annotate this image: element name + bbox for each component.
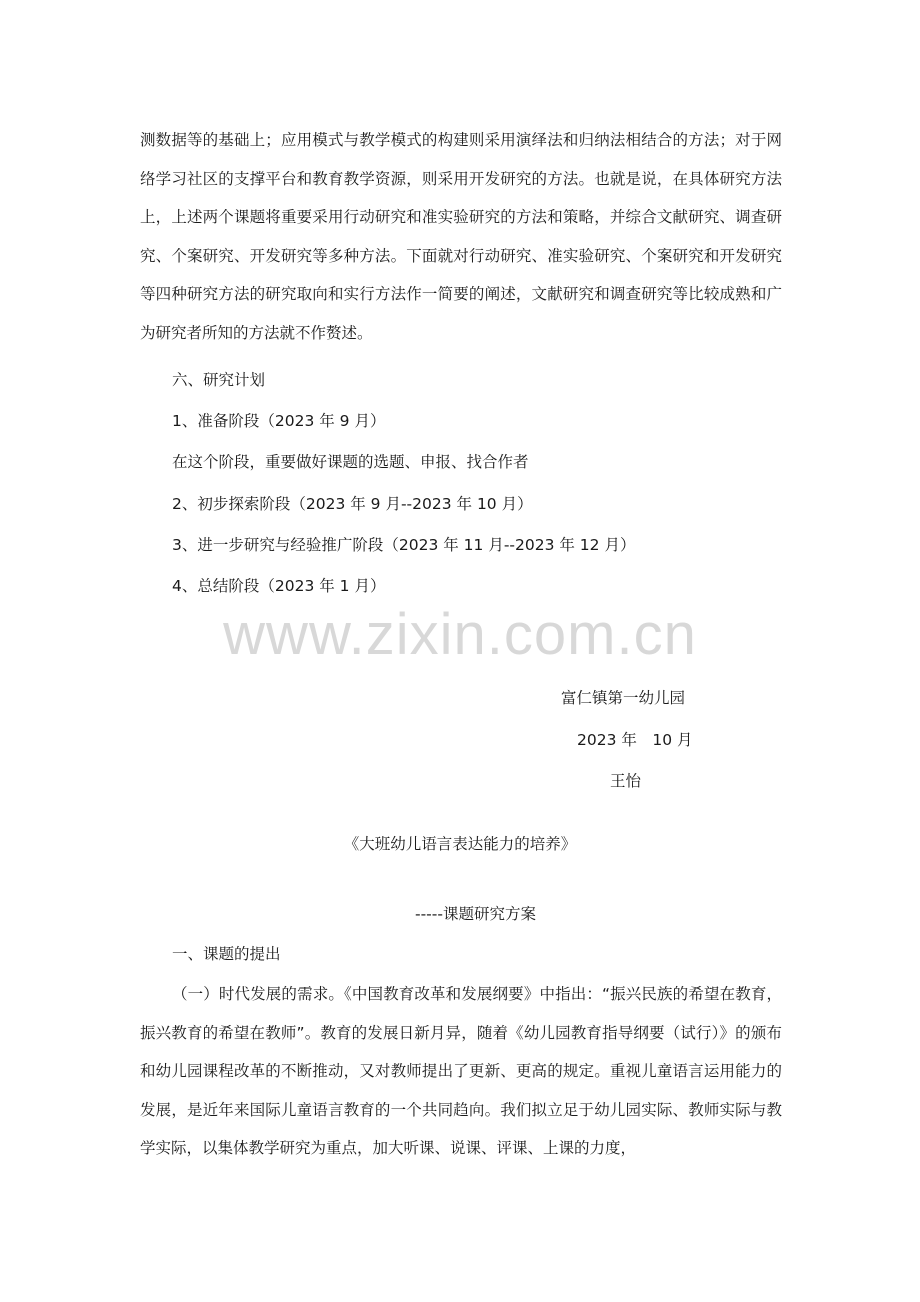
- plan-item-1-desc: 在这个阶段，重要做好课题的选题、申报、找合作者: [172, 453, 529, 471]
- plan-item-2: 2、初步探索阶段（2023 年 9 月--2023 年 10 月）: [172, 495, 533, 513]
- plan-item-3: 3、进一步研究与经验推广阶段（2023 年 11 月--2023 年 12 月）: [172, 536, 636, 554]
- watermark: www.zixin.com.cn: [223, 602, 697, 667]
- section-one-heading: 一、课题的提出: [172, 945, 281, 963]
- document-title: 《大班幼儿语言表达能力的培养》: [343, 835, 577, 853]
- section-six-heading: 六、研究计划: [172, 371, 266, 389]
- signature-date: 2023 年 10 月: [577, 731, 693, 749]
- plan-item-4: 4、总结阶段（2023 年 1 月）: [172, 577, 386, 595]
- plan-item-1: 1、准备阶段（2023 年 9 月）: [172, 412, 386, 430]
- signature-organization: 富仁镇第一幼儿园: [561, 689, 686, 707]
- section-one-paragraph: （一）时代发展的需求。《中国教育改革和发展纲要》中指出：“振兴民族的希望在教育，振兴教育的希望在教师”。教育的发展日新月异，随着《幼儿园教育指导纲要（试行）》的颁布和幼儿园课程改革的不断推动，又对教师提出了更新、更高的规定。重视儿童语言运用能力的发展，是近年来国际儿童语言教育的一个共同趋向。我们拟立足于幼儿园实际、教师实际与教学实际，以集体教学研究为重点，加大听课、说课、评课、上课的力度，: [140, 985, 782, 1158]
- document-subtitle: -----课题研究方案: [415, 905, 536, 923]
- intro-paragraph: 测数据等的基础上；应用模式与教学模式的构建则采用演绎法和归纳法相结合的方法；对于网络学习社区的支撑平台和教育教学资源，则采用开发研究的方法。也就是说，在具体研究方法上，上述两个课题将重要采用行动研究和准实验研究的方法和策略，并综合文献研究、调查研究、个案研究、开发研究等多种方法。下面就对行动研究、准实验研究、个案研究和开发研究等四种研究方法的研究取向和实行方法作一简要的阐述，文献研究和调查研究等比较成熟和广为研究者所知的方法就不作赘述。: [140, 131, 782, 342]
- signature-author: 王怡: [610, 772, 642, 790]
